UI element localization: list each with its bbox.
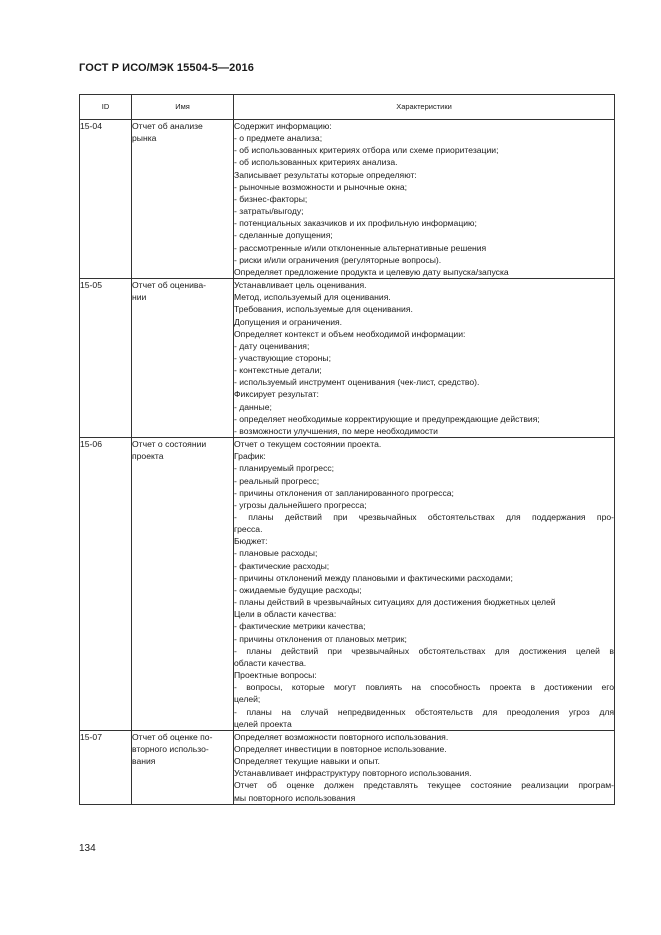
cell-id: 15-04 [80, 120, 132, 279]
characteristic-line: - сделанные допущения; [234, 230, 333, 241]
characteristic-line: - рыночные возможности и рыночные окна; [234, 181, 407, 192]
characteristic-line: - причины отклонения от плановых метрик; [234, 633, 407, 644]
characteristic-line: - ожидаемые будущие расходы; [234, 584, 362, 595]
characteristic-line: - фактические расходы; [234, 560, 330, 571]
table-row [80, 120, 615, 279]
characteristic-line: Отчет об оценке должен представлять текущее состояние реализации програм- [234, 780, 614, 791]
characteristic-line: - контекстные детали; [234, 365, 322, 376]
characteristic-line: - о предмете анализа; [234, 133, 323, 144]
name-line: Отчет о состоянии [132, 439, 207, 450]
table-row [80, 279, 615, 438]
name-line: Отчет об оценке по- [132, 731, 213, 742]
cell-characteristics [234, 279, 615, 438]
characteristic-line: - возможности улучшения, по мере необходимости [234, 425, 438, 436]
characteristic-line: Устанавливает цель оценивания. [234, 280, 367, 291]
characteristic-line: Определяет предложение продукта и целевую дату выпуска/запуска [234, 266, 509, 277]
characteristic-line: Требования, используемые для оценивания. [234, 304, 413, 315]
characteristic-line: мы повторного использования [234, 792, 356, 803]
characteristic-line: - фактические метрики качества; [234, 621, 366, 632]
characteristic-line: - затраты/выгоду; [234, 206, 304, 217]
characteristic-line: - об использованных критериях отбора или схеме приоритезации; [234, 145, 499, 156]
characteristic-line: - бизнес-факторы; [234, 193, 308, 204]
document-header: ГОСТ Р ИСО/МЭК 15504-5—2016 [79, 62, 254, 74]
characteristic-line: Отчет о текущем состоянии проекта. [234, 439, 382, 450]
characteristic-line: Проектные вопросы: [234, 670, 317, 681]
characteristic-line: - угрозы дальнейшего прогресса; [234, 499, 367, 510]
characteristic-line: - риски и/или ограничения (регуляторные вопросы). [234, 254, 442, 265]
characteristic-line: Фиксирует результат: [234, 389, 319, 400]
name-line: нии [132, 292, 147, 303]
name-line: проекта [132, 451, 164, 462]
characteristic-line: Содержит информацию: [234, 121, 332, 131]
characteristic-line: Определяет инвестиции в повторное использование. [234, 743, 447, 754]
characteristic-line: - данные; [234, 401, 272, 412]
characteristic-line: Цели в области качества: [234, 609, 337, 620]
column-header-characteristics: Характеристики [234, 95, 615, 120]
characteristic-line: Устанавливает инфраструктуру повторного использования. [234, 768, 472, 779]
name-line: вторного использо- [132, 743, 209, 754]
characteristic-line: - плановые расходы; [234, 548, 318, 559]
characteristic-line: гресса. [234, 524, 263, 535]
characteristic-line: - планы действий при чрезвычайных обстоятельствах для достижения целей в [234, 645, 614, 656]
cell-characteristics [234, 730, 615, 804]
characteristic-line: Допущения и ограничения. [234, 316, 343, 327]
characteristic-line: Определяет текущие навыки и опыт. [234, 756, 380, 767]
cell-id: 15-07 [80, 730, 132, 804]
table-row [80, 730, 615, 804]
characteristic-line: Определяет контекст и объем необходимой информации: [234, 328, 466, 339]
characteristic-line: - участвующие стороны; [234, 352, 331, 363]
characteristic-line: - определяет необходимые корректирующие и предупреждающие действия; [234, 413, 540, 424]
characteristic-line: Определяет возможности повторного использования. [234, 731, 449, 742]
characteristic-line: - рассмотренные и/или отклоненные альтернативные решения [234, 242, 487, 253]
cell-name [132, 730, 234, 804]
cell-name [132, 438, 234, 731]
name-line: вания [132, 756, 156, 767]
characteristic-line: - планируемый прогресс; [234, 463, 335, 474]
characteristic-line: Записывает результаты которые определяют: [234, 169, 417, 180]
cell-characteristics [234, 120, 615, 279]
characteristic-line: Бюджет: [234, 536, 268, 547]
cell-name [132, 279, 234, 438]
characteristic-line: целей; [234, 694, 261, 705]
characteristic-line: целей проекта [234, 718, 292, 729]
table-row [80, 438, 615, 731]
characteristic-line: График: [234, 451, 266, 462]
page-number: 134 [79, 843, 96, 854]
characteristic-line: - об использованных критериях анализа. [234, 157, 398, 168]
cell-name [132, 120, 234, 279]
characteristic-line: - планы действий в чрезвычайных ситуациях для достижения бюджетных целей [234, 597, 556, 608]
name-line: Отчет об анализе [132, 121, 203, 131]
characteristic-line: - причины отклонения от запланированного прогресса; [234, 487, 454, 498]
characteristic-line: - планы на случай непредвиденных обстоятельств для преодоления угроз для [234, 706, 614, 717]
characteristic-line: Метод, используемый для оценивания. [234, 292, 391, 303]
characteristic-line: - планы действий при чрезвычайных обстоятельствах для поддержания про- [234, 512, 614, 522]
cell-characteristics [234, 438, 615, 731]
column-header-id: ID [80, 95, 132, 120]
cell-id: 15-05 [80, 279, 132, 438]
name-line: рынка [132, 133, 157, 144]
characteristic-line: - используемый инструмент оценивания (чек-лист, средство). [234, 377, 480, 388]
characteristic-line: - вопросы, которые могут повлиять на способность проекта в достижении его [234, 682, 614, 693]
characteristic-line: - реальный прогресс; [234, 475, 320, 486]
name-line: Отчет об оценива- [132, 280, 207, 291]
characteristic-line: - причины отклонений между плановыми и фактическими расходами; [234, 572, 513, 583]
table-header-row [80, 95, 615, 120]
column-header-name: Имя [132, 95, 234, 120]
characteristic-line: - дату оценивания; [234, 340, 310, 351]
specification-table [79, 94, 615, 805]
characteristic-line: - потенциальных заказчиков и их профильную информацию; [234, 218, 477, 229]
characteristic-line: области качества. [234, 657, 307, 668]
cell-id: 15-06 [80, 438, 132, 731]
